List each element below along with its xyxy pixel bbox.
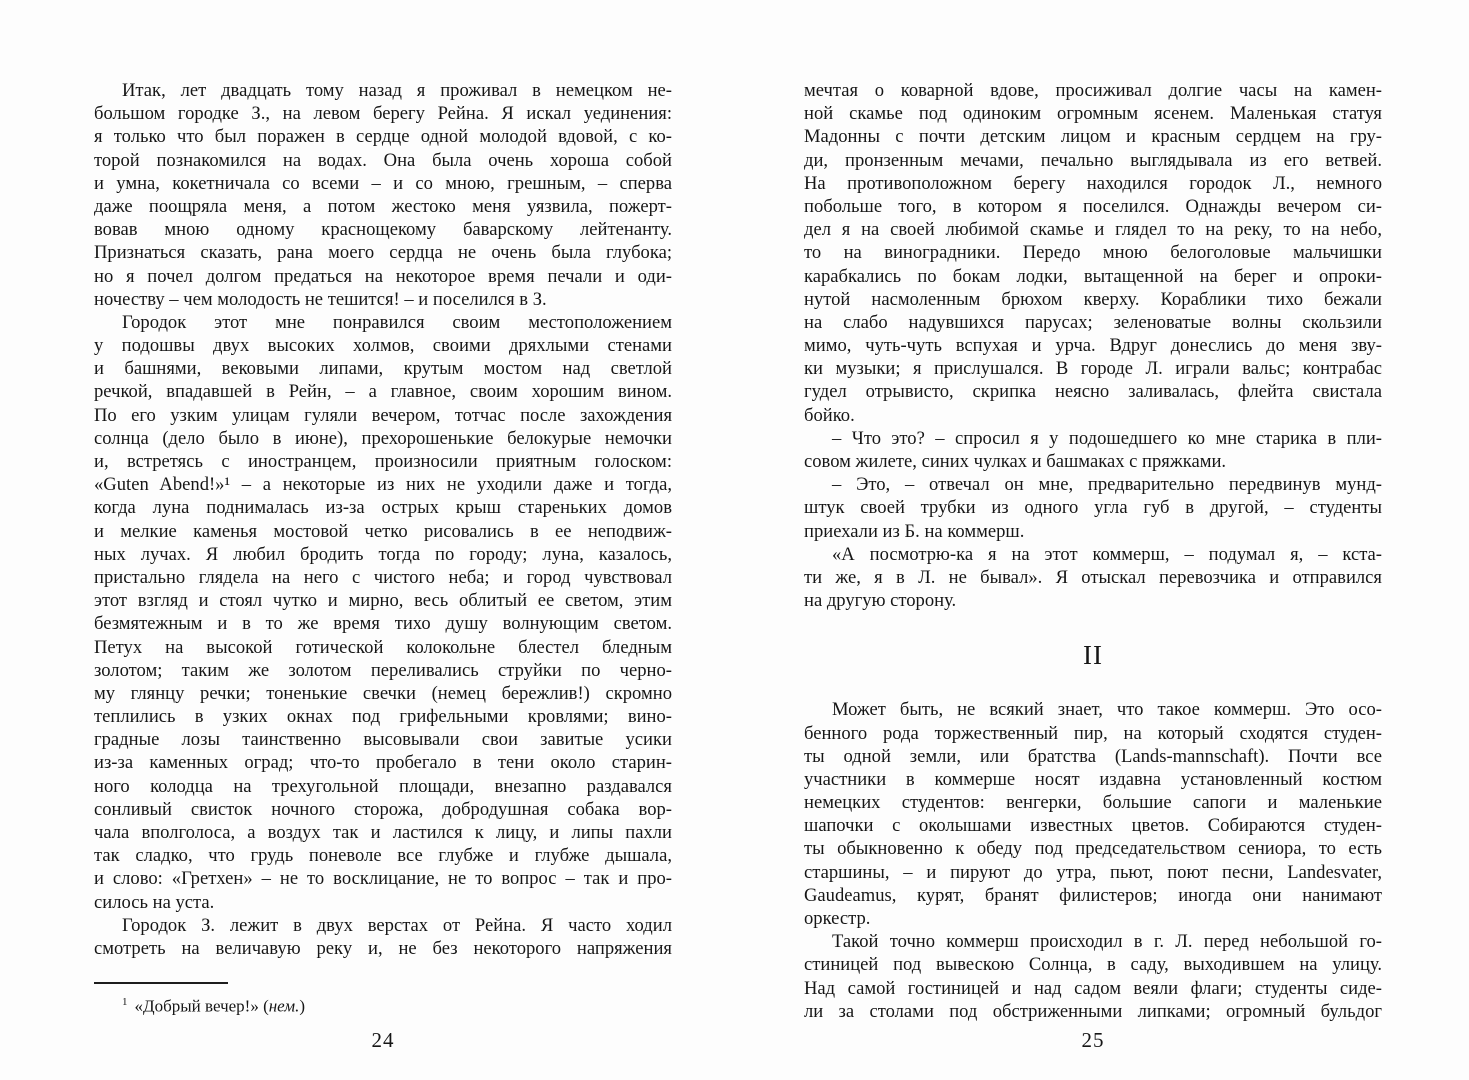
- text-line: немецких студентов: венгерки, большие сапоги и маленькие: [804, 792, 1382, 814]
- text-line: сонливый свисток ночного сторожа, добродушная собака вор-: [94, 798, 672, 820]
- text-line: нутой насмоленным брюхом кверху. Кораблики тихо бежали: [804, 288, 1382, 310]
- text-line: я только что был поражен в сердце одной молодой вдовой, с ко-: [94, 126, 672, 148]
- footnote-rule: [94, 982, 228, 984]
- text-line: дел я на своей любимой скамье и глядел то на реку, то на небо,: [804, 219, 1382, 241]
- text-line: и умна, кокетничала со всеми – и со мною, грешным, – сперва: [94, 172, 672, 194]
- text-line: пристально глядела на него с чистого неба; и город чувствовал: [94, 566, 672, 588]
- text-line: На противоположном берегу находился городок Л., немного: [804, 172, 1382, 194]
- text-line: но я почел долгом предаться на некоторое время печали и оди-: [94, 265, 672, 287]
- text-line: торой познакомился на водах. Она была очень хороша собой: [94, 149, 672, 171]
- text-line: теплились в узких окнах под грифельными кровлями; вино-: [94, 706, 672, 728]
- text-line: этот взгляд и стоял чутко и мирно, весь облитый ее светом, этим: [94, 590, 672, 612]
- text-line: ди, пронзенным мечами, печально выглядывала из его ветвей.: [804, 149, 1382, 171]
- text-line: ли за столами под обстриженными липками; огромный бульдог: [804, 1000, 1382, 1022]
- text-line: ного колодца на трехугольной площади, внезапно раздавался: [94, 775, 672, 797]
- text-line: участники в коммерше носят издавна установленный костюм: [804, 768, 1382, 790]
- text-line: даже поощряла меня, а потом жестоко меня уязвила, пожерт-: [94, 195, 672, 217]
- footnote-text-post: ): [299, 996, 306, 1016]
- text-line: приехали из Б. на коммерш.: [804, 520, 1025, 542]
- text-line: на другую сторону.: [804, 590, 957, 612]
- text-line: ты обыкновенно к обеду под председательством сениора, то есть: [804, 838, 1382, 860]
- text-line: когда луна поднималась из-за острых крыш стареньких домов: [94, 497, 672, 519]
- text-line: солнца (дело было в июне), прехорошенькие белокурые немочки: [94, 427, 672, 449]
- text-line: му глянцу речки; тоненькие свечки (немец бережлив!) скромно: [94, 682, 672, 704]
- text-line: Городок этот мне понравился своим местоположением: [122, 311, 672, 333]
- chapter-heading: II: [1083, 640, 1103, 671]
- page-left-text-column: [94, 79, 672, 960]
- text-line: из-за каменных оград; что-то пробегало в тени около старин-: [94, 752, 672, 774]
- text-line: совом жилете, синих чулках и башмаках с пряжками.: [804, 451, 1227, 472]
- text-line: гудел отрывисто, скрипка неясно заливалась, флейта свистала: [804, 381, 1382, 403]
- text-line: Признаться сказать, рана моего сердца не очень была глубока;: [94, 242, 672, 264]
- text-line: речкой, впадавшей в Рейн, – а главное, своим хорошим вином.: [94, 381, 672, 403]
- text-line: вовав мною одному краснощекому баварскому лейтенанту.: [94, 219, 672, 241]
- text-line: большом городке З., на левом берегу Рейна. Я искал уединения:: [94, 103, 672, 125]
- footnote-text-italic: нем.: [268, 996, 300, 1016]
- text-line: карабкались по бокам лодки, вытащенной на берег и опроки-: [804, 265, 1382, 287]
- text-line: ти же, я в Л. не бывал». Я отыскал перевозчика и отправился: [804, 566, 1382, 588]
- text-line: старшины, – и пируют до утра, пьют, поют песни, Landesvater,: [804, 861, 1382, 883]
- text-line: и башнями, вековыми липами, крутым мостом над светлой: [94, 358, 672, 380]
- text-line: золотом; таким же золотом переливались струйки по черно-: [94, 659, 672, 681]
- text-line: Над самой гостиницей и над садом веяли флаги; студенты сиде-: [804, 977, 1382, 999]
- footnote-marker: 1: [122, 996, 128, 1008]
- footnote-text: [94, 991, 672, 1018]
- page-number-right: 25: [1081, 1028, 1105, 1052]
- text-line: Городок З. лежит в двух верстах от Рейна. Я часто ходил: [122, 914, 672, 936]
- text-line: на слабо надувшихся парусах; зеленоватые волны скользили: [804, 311, 1382, 333]
- text-line: Мадонны с почти детским лицом и красным сердцем на гру-: [804, 126, 1382, 148]
- text-line: ты одной земли, или братства (Lands-mannschaft). Почти все: [804, 745, 1382, 767]
- text-line: ной скамье под одиноким огромным ясенем. Маленькая статуя: [804, 103, 1382, 125]
- text-line: Итак, лет двадцать тому назад я проживал в немецком не-: [122, 80, 672, 101]
- text-line: Такой точно коммерш происходил в г. Л. перед небольшой го-: [832, 931, 1382, 953]
- page-right-text-column: [804, 79, 1382, 1023]
- text-line: и слово: «Гретхен» – не то восклицание, не то вопрос – так и про-: [94, 868, 672, 890]
- text-line: Gaudeamus, курят, бранят филистеров; иногда они нанимают: [804, 884, 1382, 906]
- page-number-left: 24: [371, 1028, 395, 1052]
- text-line: бойко.: [804, 404, 855, 426]
- text-line: безмятежным и в то же время тихо душу волнующим светом.: [94, 613, 672, 635]
- text-line: «А посмотрю-ка я на этот коммерш, – подумал я, – кста-: [832, 543, 1382, 565]
- text-line: ки музыки; я прислушался. В городе Л. играли вальс; контрабас: [804, 358, 1382, 380]
- text-line: штук своей трубки из одного угла губ в другой, – студенты: [804, 497, 1382, 519]
- footnote-text-pre: «Добрый вечер!» (: [134, 996, 269, 1016]
- text-line: оркестр.: [804, 908, 871, 929]
- text-line: так сладко, что грудь поневоле все глубже и глубже дышала,: [94, 845, 672, 867]
- text-line: смотреть на величавую реку и, не без некоторого напряжения: [94, 937, 672, 959]
- text-line: шапочки с околышами известных цветов. Собираются студен-: [804, 815, 1382, 837]
- text-line: Может быть, не всякий знает, что такое коммерш. Это осо-: [832, 699, 1382, 721]
- text-line: градные лозы таинственно высовывали свои завитые усики: [94, 729, 672, 751]
- footnote: [94, 982, 672, 1018]
- text-line: По его узким улицам гуляли вечером, тотчас после захождения: [94, 404, 672, 426]
- text-line: «Guten Abend!»¹ – а некоторые из них не уходили даже и тогда,: [94, 474, 672, 496]
- text-line: и, встретясь с иностранцем, произносили приятным голоском:: [94, 451, 672, 472]
- text-line: – Что это? – спросил я у подошедшего ко мне старика в пли-: [832, 427, 1382, 449]
- text-line: у подошвы двух высоких холмов, своими дряхлыми стенами: [94, 335, 672, 357]
- text-line: мечтая о коварной вдове, просиживал долгие часы на камен-: [804, 80, 1382, 101]
- text-line: силось на уста.: [94, 891, 215, 913]
- text-line: стиницей под вывескою Солнца, в саду, выходившем на улицу.: [804, 954, 1382, 976]
- text-line: мимо, чуть-чуть вспухая и урча. Вдруг донеслись до меня зву-: [804, 335, 1382, 357]
- text-line: и мелкие каменья мостовой четко рисовались в ее неподвиж-: [94, 520, 672, 542]
- text-line: чала вполголоса, а воздух так и ластился к лицу, и липы пахли: [94, 822, 672, 843]
- text-line: – Это, – отвечал он мне, предварительно передвинув мунд-: [832, 474, 1382, 496]
- text-line: побольше того, в котором я поселился. Однажды вечером си-: [804, 195, 1382, 217]
- text-line: ных лучах. Я любил бродить тогда по городу; луна, казалось,: [94, 543, 672, 565]
- text-line: ночеству – чем молодость не тешится! – и поселился в З.: [94, 288, 547, 310]
- text-line: Петух на высокой готической колокольне блестел бледным: [94, 636, 672, 658]
- text-line: то на виноградники. Передо мною белоголовые мальчишки: [804, 242, 1382, 264]
- text-line: бенного рода торжественный пир, на который сходятся студен-: [804, 722, 1382, 744]
